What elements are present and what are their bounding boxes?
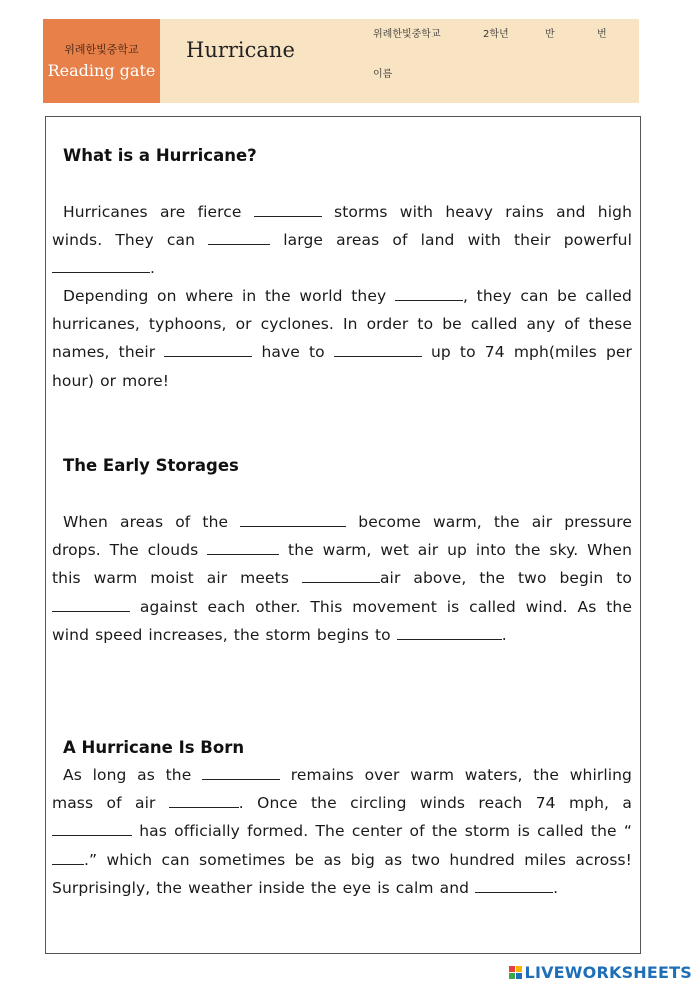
meta-name-label: 이름 bbox=[373, 69, 393, 80]
paragraph-text: , they can be called hurricanes, typhoons, or cyclones. In order to be called any of these names, their bbox=[52, 287, 632, 362]
paragraph-text: air above, the two begin to bbox=[379, 569, 632, 588]
paragraph-text: . bbox=[150, 259, 156, 278]
paragraph bbox=[52, 198, 632, 283]
program-name: Reading gate bbox=[47, 61, 156, 80]
answer-blank[interactable] bbox=[52, 820, 132, 836]
meta-number: 번 bbox=[597, 29, 607, 40]
paragraph-text: remains over warm waters, the whirling mass of air bbox=[52, 766, 632, 813]
paragraph bbox=[52, 282, 632, 395]
paragraph bbox=[52, 761, 632, 902]
school-name: 위례한빛중학교 bbox=[64, 43, 139, 56]
paragraph-text: have to bbox=[252, 343, 334, 362]
footer-brand bbox=[509, 963, 692, 982]
paragraph-text: the warm, wet air up into the sky. When this warm moist air meets bbox=[52, 541, 632, 588]
title-panel bbox=[160, 19, 639, 103]
answer-blank[interactable] bbox=[52, 849, 84, 865]
answer-blank[interactable] bbox=[302, 567, 380, 583]
logo-square bbox=[516, 966, 522, 972]
meta-class: 반 bbox=[545, 29, 555, 40]
logo-square bbox=[509, 966, 515, 972]
paragraph-text: . bbox=[501, 625, 507, 644]
meta-school: 위례한빛중학교 bbox=[373, 29, 441, 40]
answer-blank[interactable] bbox=[169, 792, 239, 808]
answer-blank[interactable] bbox=[207, 539, 279, 555]
paragraph-text: .” which can sometimes be as big as two hundred miles across! Surprisingly, the weather inside the eye is calm and bbox=[52, 850, 632, 897]
logo-square bbox=[509, 973, 515, 979]
worksheet-header bbox=[43, 19, 639, 103]
paragraph-text: up to 74 mph(miles per hour) or more! bbox=[52, 343, 632, 390]
paragraph-text: against each other. This movement is called wind. As the wind speed increases, the storm begins to bbox=[52, 597, 632, 644]
paragraph-text: When areas of the bbox=[63, 513, 241, 531]
answer-blank[interactable] bbox=[208, 229, 270, 245]
paragraph-text: has officially formed. The center of the storm is called the “ bbox=[132, 822, 632, 841]
logo-square bbox=[516, 973, 522, 979]
paragraph-text: As long as the bbox=[63, 766, 203, 784]
paragraph-text: Hurricanes are fierce bbox=[63, 203, 254, 221]
answer-blank[interactable] bbox=[240, 511, 346, 527]
paragraph-text: . bbox=[553, 878, 559, 897]
answer-blank[interactable] bbox=[475, 877, 553, 893]
section-title: A Hurricane Is Born bbox=[63, 738, 245, 757]
answer-blank[interactable] bbox=[52, 596, 130, 612]
paragraph-text: storms with heavy rains and high winds. They can bbox=[52, 203, 633, 250]
brand-text: LIVEWORKSHEETS bbox=[524, 963, 692, 982]
liveworksheets-logo-icon bbox=[509, 966, 522, 979]
school-badge bbox=[43, 19, 160, 103]
worksheet-title: Hurricane bbox=[186, 38, 295, 62]
answer-blank[interactable] bbox=[164, 341, 252, 357]
answer-blank[interactable] bbox=[254, 201, 322, 217]
answer-blank[interactable] bbox=[52, 257, 150, 273]
meta-grade: 2학년 bbox=[483, 29, 509, 40]
paragraph-text: large areas of land with their powerful bbox=[270, 231, 633, 250]
paragraph bbox=[52, 508, 632, 649]
section-title: The Early Storages bbox=[63, 456, 239, 475]
answer-blank[interactable] bbox=[395, 285, 463, 301]
answer-blank[interactable] bbox=[202, 764, 280, 780]
section-title: What is a Hurricane? bbox=[63, 146, 257, 165]
paragraph-text: become warm, the air pressure drops. The clouds bbox=[52, 513, 632, 560]
paragraph-text: Depending on where in the world they bbox=[63, 287, 395, 305]
answer-blank[interactable] bbox=[334, 341, 422, 357]
answer-blank[interactable] bbox=[397, 624, 502, 640]
paragraph-text: . Once the circling winds reach 74 mph, a bbox=[238, 794, 632, 813]
